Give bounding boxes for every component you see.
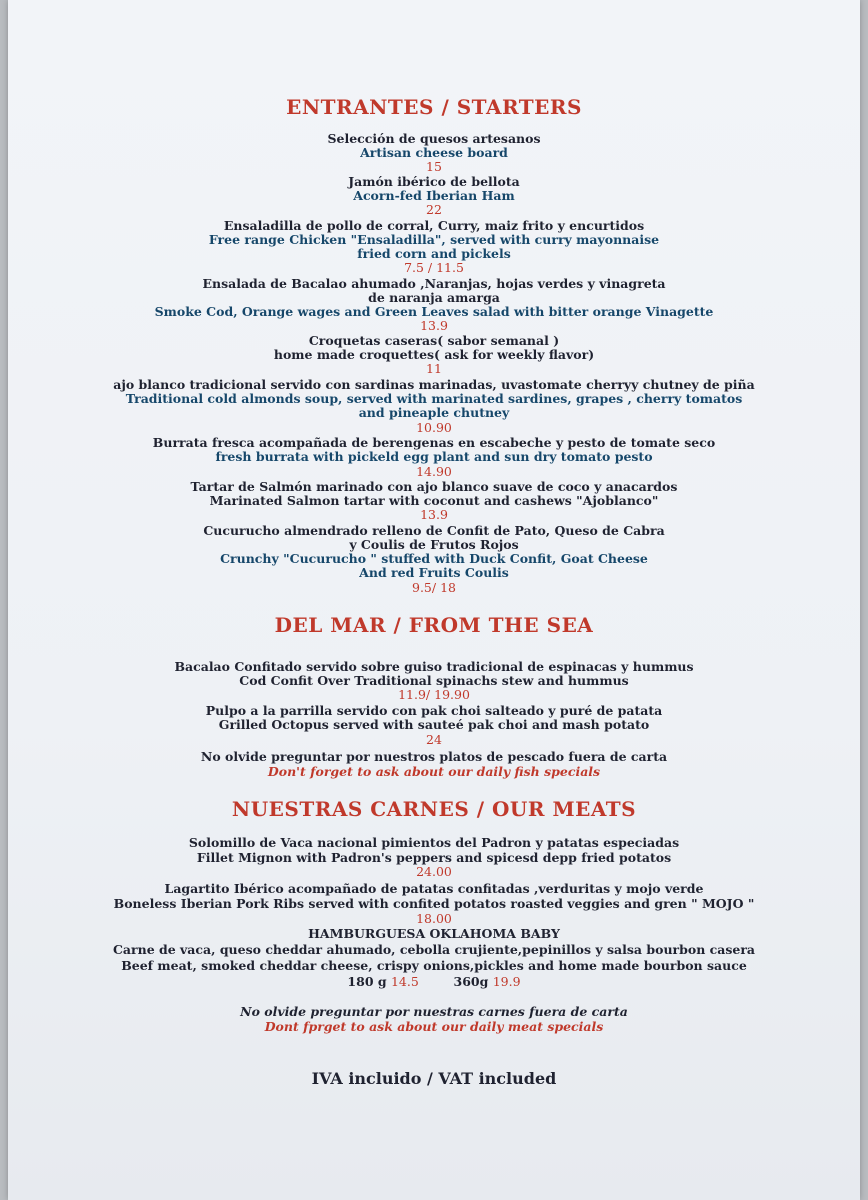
starter-2-es: Jamón ibérico de bellota — [348, 174, 520, 189]
starter-7-es: Burrata fresca acompañada de berengenas en escabeche y pesto de tomate seco — [152, 435, 716, 450]
meat-3-title: HAMBURGUESA OKLAHOMA BABY — [308, 926, 560, 941]
meat-3-prices — [8, 975, 860, 989]
starter-9-es: Cucurucho almendrado relleno de Confit de Pato, Queso de Cabra — [203, 523, 665, 538]
burger-price-small: 14.5 — [390, 974, 419, 989]
meat-1-es: Solomillo de Vaca nacional pimientos del Padron y patatas especiadas — [188, 835, 680, 850]
starter-2-price: 22 — [426, 202, 442, 217]
menu-sheet — [8, 0, 860, 1200]
meat-1-en: Fillet Mignon with Padron's peppers and spicesd depp fried potatos — [196, 850, 672, 865]
starter-1-price: 15 — [426, 159, 442, 174]
starter-3-en: Free range Chicken "Ensaladilla", served with curry mayonnaise — [208, 232, 660, 247]
starter-3-en-2: fried corn and pickels — [357, 246, 511, 261]
meat-1-price: 24.00 — [416, 864, 452, 879]
starter-7-en: fresh burrata with pickeld egg plant and sun dry tomato pesto — [215, 449, 653, 464]
section-heading-starters: ENTRANTES / STARTERS — [286, 95, 582, 119]
starter-9-en: Crunchy "Cucurucho " stuffed with Duck Confit, Goat Cheese — [220, 551, 648, 566]
sea-1-price: 11.9/ 19.90 — [398, 687, 470, 702]
starter-8-price: 13.9 — [420, 507, 448, 522]
starter-7-price: 14.90 — [416, 464, 452, 479]
sea-2-price: 24 — [426, 732, 442, 747]
starter-8-en: Marinated Salmon tartar with coconut and cashews "Ajoblanco" — [209, 493, 659, 508]
starter-4-es-2: de naranja amarga — [368, 290, 500, 305]
vat-note: IVA incluido / VAT included — [311, 1069, 557, 1088]
meat-3-es: Carne de vaca, queso cheddar ahumado, cebolla crujiente,pepinillos y salsa bourbon casera — [112, 942, 756, 957]
sea-specials-es: No olvide preguntar por nuestros platos de pescado fuera de carta — [200, 749, 668, 764]
starter-9-es-2: y Coulis de Frutos Rojos — [349, 537, 519, 552]
burger-weight-small: 180 g — [347, 974, 387, 989]
sea-1-es: Bacalao Confitado servido sobre guiso tradicional de espinacas y hummus — [174, 659, 694, 674]
starter-2-en: Acorn-fed Iberian Ham — [353, 188, 515, 203]
sea-1-en: Cod Confit Over Traditional spinachs stew and hummus — [239, 673, 629, 688]
meat-2-price: 18.00 — [416, 911, 452, 926]
starter-6-en-2: and pineaple chutney — [358, 405, 510, 420]
starter-6-en: Traditional cold almonds soup, served with marinated sardines, grapes , cherry tomatos — [125, 391, 743, 406]
meat-specials-es: No olvide preguntar por nuestras carnes fuera de carta — [240, 1004, 628, 1019]
starter-6-es: ajo blanco tradicional servido con sardinas marinadas, uvastomate cherryy chutney de piña — [113, 377, 755, 392]
section-heading-sea: DEL MAR / FROM THE SEA — [274, 613, 594, 637]
burger-weight-large: 360g — [453, 974, 489, 989]
starter-3-es: Ensaladilla de pollo de corral, Curry, maiz frito y encurtidos — [223, 218, 645, 233]
starter-6-price: 10.90 — [416, 420, 452, 435]
starter-3-price: 7.5 / 11.5 — [404, 260, 464, 275]
section-heading-meats: NUESTRAS CARNES / OUR MEATS — [231, 797, 637, 821]
meat-3-en: Beef meat, smoked cheddar cheese, crispy onions,pickles and home made bourbon sauce — [121, 958, 747, 973]
starter-9-price: 9.5/ 18 — [412, 580, 456, 595]
burger-price-large: 19.9 — [492, 974, 521, 989]
meat-specials-en: Dont fprget to ask about our daily meat specials — [264, 1019, 604, 1034]
starter-4-price: 13.9 — [420, 318, 448, 333]
meat-2-es: Lagartito Ibérico acompañado de patatas confitadas ,verduritas y mojo verde — [164, 881, 704, 896]
starter-8-es: Tartar de Salmón marinado con ajo blanco suave de coco y anacardos — [190, 479, 678, 494]
sea-2-en: Grilled Octopus served with sauteé pak choi and mash potato — [218, 717, 650, 732]
sea-2-es: Pulpo a la parrilla servido con pak choi salteado y puré de patata — [205, 703, 663, 718]
sea-specials-en: Don't forget to ask about our daily fish specials — [267, 764, 601, 779]
starter-4-es: Ensalada de Bacalao ahumado ,Naranjas, hojas verdes y vinagreta — [202, 276, 666, 291]
starter-5-price: 11 — [426, 361, 442, 376]
starter-5-es: Croquetas caseras( sabor semanal ) — [308, 333, 560, 348]
starter-1-es: Selección de quesos artesanos — [327, 131, 541, 146]
meat-2-en: Boneless Iberian Pork Ribs served with confited potatos roasted veggies and gren " MOJO " — [113, 896, 755, 911]
starter-4-en: Smoke Cod, Orange wages and Green Leaves salad with bitter orange Vinagette — [154, 304, 714, 319]
starter-5-en: home made croquettes( ask for weekly flavor) — [273, 347, 595, 362]
starter-9-en-2: And red Fruits Coulis — [359, 565, 509, 580]
starter-1-en: Artisan cheese board — [360, 145, 508, 160]
